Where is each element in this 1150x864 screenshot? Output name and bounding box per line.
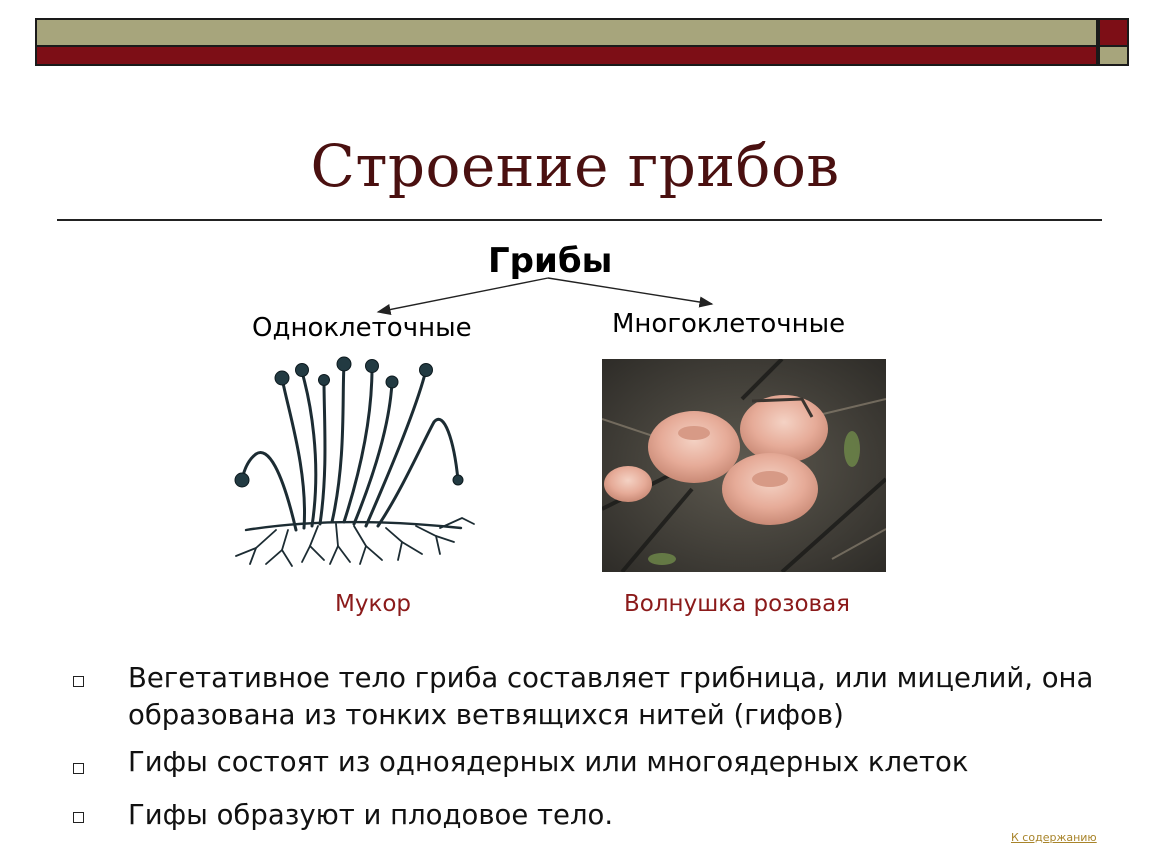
bullet-square-1 — [73, 676, 84, 687]
caption-lactarius: Волнушка розовая — [624, 591, 851, 617]
bullet-text-1: Вегетативное тело гриба составляет грибница, или мицелий, она образована из тонких ветвящихся нитей (гифов) — [128, 662, 1094, 731]
arrow-right — [548, 278, 712, 304]
branch-label-multicellular: Многоклеточные — [612, 309, 846, 339]
header-bar-red — [35, 45, 1098, 66]
bullet-square-2 — [73, 763, 84, 774]
title-divider — [57, 219, 1102, 221]
diagram-root-label: Грибы — [488, 241, 613, 281]
table-of-contents-link[interactable]: К содержанию — [1011, 831, 1097, 844]
header-bar-olive — [35, 18, 1098, 47]
bullet-text-3: Гифы образуют и плодовое тело. — [128, 799, 614, 831]
branch-label-unicellular: Одноклеточные — [252, 313, 472, 343]
mucor-illustration — [226, 350, 481, 575]
bullet-text-2: Гифы состоят из одноядерных или многоядерных клеток — [128, 746, 969, 778]
arrow-left — [378, 278, 548, 312]
header-square-red — [1098, 18, 1129, 47]
caption-mucor: Мукор — [335, 591, 412, 617]
bullet-square-3 — [73, 812, 84, 823]
slide-title: Строение грибов — [310, 132, 840, 200]
lactarius-photo — [602, 359, 886, 572]
header-square-olive — [1098, 45, 1129, 66]
